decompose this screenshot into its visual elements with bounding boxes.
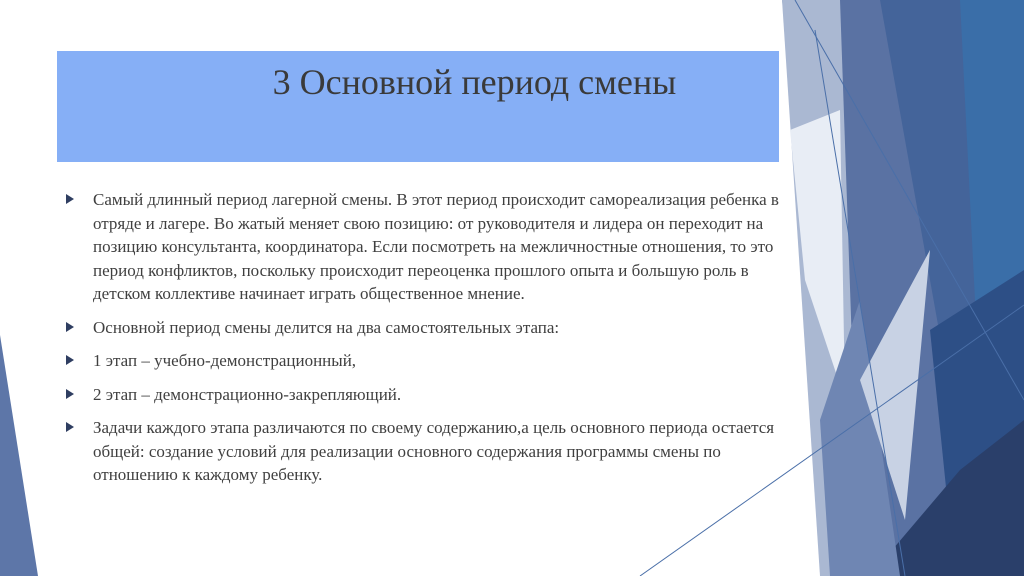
triangle-bullet-icon	[66, 422, 74, 432]
triangle-bullet-icon	[66, 322, 74, 332]
bullet-item-2	[64, 316, 784, 340]
bullet-item-5	[64, 416, 784, 487]
bullet-text: 1 этап – учебно-демонстрационный,	[93, 351, 357, 370]
title-band	[57, 51, 779, 162]
bullet-item-3	[64, 349, 784, 373]
left-edge-shape	[0, 335, 38, 576]
triangle-bullet-icon	[66, 389, 74, 399]
bullet-text: 2 этап – демонстрационно-закрепляющий.	[93, 384, 402, 404]
bullet-text: Самый длинный период лагерной смены. В этот период происходит самореализация ребенка в отряде и лагере. Во жатый меняет свою позицию: от руководителя и лидера он переходит на позицию консультанта, координатора. Если посмотреть на межличностные отношения, то это период конфликтов, поскольку происходит переоценка прошлого опыта и большую роль в детском коллективе начинает играть общественное мнение.	[93, 190, 779, 303]
triangle-bullet-icon	[66, 355, 74, 365]
bullet-text: Основной период смены делится на два самостоятельных этапа:	[93, 317, 560, 337]
triangle-bullet-icon	[66, 194, 74, 204]
slide-title: 3 Основной период смены	[272, 62, 677, 102]
bullet-list	[64, 188, 784, 497]
bullet-item-4	[64, 383, 784, 407]
bullet-item-1	[64, 188, 784, 306]
bullet-text: Задачи каждого этапа различаются по своему содержанию,а цель основного периода остается общей: создание условий для реализации основного содержания программы смены по отношению к каждому ребенку.	[93, 418, 775, 484]
